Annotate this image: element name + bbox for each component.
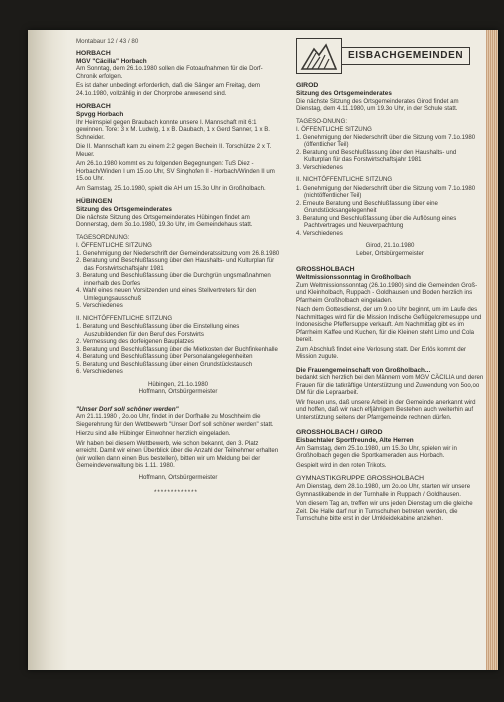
agenda-item: 2. Erneute Beratung und Beschlußfassung über eine Grundstücksangelegenheit	[296, 199, 438, 215]
separator-stars: *************	[154, 489, 198, 497]
agenda-item: 1. Genehmigung der Niederschrift der Gemeinderatssitzung vom 26.8.1980	[76, 249, 280, 257]
page-stack-edge	[486, 30, 498, 670]
agenda-title: TAGESO-DNUNG:	[296, 117, 348, 125]
agenda-item: 1. Genehmigung der Niederschrift über die Sitzung vom 7.1o.1980 (öffentlicher Teil)	[296, 133, 476, 149]
paragraph: Am Samstag, 25.1o.1980, spielt die AH um 15.3o Uhr in Großholbach.	[76, 184, 266, 192]
agenda-item: 3. Beratung und Beschlußfassung über die Mietkosten der Buchfinkenhalle	[76, 345, 278, 353]
book-spine-shadow	[28, 30, 68, 670]
village-heading: GYMNASTIKGRUPPE GROSSHOLBACH	[296, 475, 425, 483]
article-schoener-dorf	[76, 406, 280, 497]
village-heading: GIROD	[296, 82, 319, 89]
mountain-logo-icon	[296, 38, 342, 74]
article-alte-herren	[296, 429, 484, 469]
newspaper-page	[76, 38, 486, 662]
agenda-closed-title: II. NICHTÖFFENTLICHE SITZUNG	[296, 176, 393, 184]
agenda-item: 4. Wahl eines neuen Vorsitzenden und eines Stellvertreters für den Umlegungsausschuß	[76, 287, 257, 302]
agenda-item: 4. Beratung und Beschlußfassung über Personalangelegenheiten	[76, 353, 253, 361]
article-title: Weltmissionssonntag in Großholbach	[296, 274, 411, 282]
agenda-public-title: I. ÖFFENTLICHE SITZUNG	[76, 242, 152, 250]
article-title: MGV "Cäcilia" Horbach	[76, 57, 147, 65]
agenda-item: 3. Beratung und Beschlußfassung über die Durchgrün ungsmaßnahmen innerhalb des Dorfes	[76, 272, 271, 287]
article-horbach-mgv	[76, 50, 280, 98]
paragraph: Zum Abschluß findet eine Verlosung statt. Der Erlös kommt der Mission zugute.	[296, 345, 467, 361]
village-heading: GROSSHOLBACH / GIROD	[296, 429, 383, 437]
paragraph: Nach dem Gottesdienst, der um 9.oo Uhr beginnt, um im Laufe des Nachmittages wird für die Mission Indische Geflügelcremesuppe und Indonesische Pfeffersuppe verkauft. Am Nachmittag gibt es im Pfarrheim Kaffee und Kuchen, für die Kleinen steht Limo und Cola bereit.	[296, 306, 482, 344]
article-title: Die Frauengemeinschaft von Großholbach...	[296, 366, 431, 374]
paragraph: Die II. Mannschaft kam zu einem 2:2 gegen Bechein II. Torschütze 2 x T. Meuer.	[76, 143, 272, 158]
article-horbach-spvgg	[76, 103, 280, 192]
article-title: Eisbachtaler Sportfreunde, Alte Herren	[296, 437, 414, 445]
paragraph: Von diesem Tag an, treffen wir uns jeden Dienstag um die gleiche Zeit. Die Halle darf nur in Turnschuhen betreten werden, die Turnschuhe bitte erst in der Umkleidekabine anziehen.	[296, 500, 473, 523]
paragraph: Zum Weltmissionssonntag (26.1o.1980) sind die Gemeinden Groß- und Kleinholbach, Ruppach - Goldhausen und Boden herzlich ins Pfarrheim Großholbach eingeladen.	[296, 281, 478, 304]
article-title: Spvgg Horbach	[76, 111, 124, 119]
article-girod-council	[296, 82, 484, 257]
paragraph: Am 26.1o.1980 kommt es zu folgenden Begegnungen: TuS Diez - Horbach/Winden I um 15.oo Uhr, SV Singhofen II - Horbach/Winden II um 15.oo Uhr.	[76, 160, 275, 183]
page-header: Montabaur 12 / 43 / 80	[76, 38, 139, 45]
article-huebingen-council	[76, 198, 280, 396]
agenda-item: 2. Beratung und Beschlußfassung über den Haushalts- und Kulturplan für das Forstwirtschaftsjahr 1981	[296, 148, 457, 164]
article-title: Sitzung des Ortsgemeinderates	[296, 90, 392, 97]
signature-name: Hoffmann, Ortsbürgermeister	[138, 473, 218, 481]
village-heading: HORBACH	[76, 49, 111, 57]
paragraph: Wir freuen uns, daß unsere Arbeit in der Gemeinde anerkannt wird und hoffen, daß wir nach elfjährigem Bestehen auch weiterhin auf Unterstützung seitens der Pfarrgemeinde rechnen dürfen.	[296, 398, 476, 421]
paragraph: Am Samstag, dem 25.1o.1980, um 15.3o Uhr, spielen wir in Großholbach gegen die Sportkameraden aus Horbach.	[296, 444, 457, 460]
paragraph: Es ist daher unbedingt erforderlich, daß die Sänger am Freitag, dem 24.1o.1980, vollzählig in der Chorprobe anwesend sind.	[76, 82, 260, 97]
signature-place-date: Hübingen, 21.1o.1980	[148, 380, 208, 388]
article-gymnastikgruppe	[296, 475, 484, 523]
paragraph: Am Sonntag, dem 26.1o.1980 sollen die Fotoaufnahmen für die Dorf-Chronik erfolgen.	[76, 65, 263, 80]
masthead	[296, 38, 484, 74]
agenda-title: TAGESORDNUNG:	[76, 233, 130, 241]
article-frauengemeinschaft	[296, 367, 484, 422]
agenda-public-title: I. ÖFFENTLICHE SITZUNG	[296, 126, 372, 134]
paragraph: Die nächste Sitzung des Ortsgemeinderates Girod findet am Dienstag, dem 4.11.1980, um 19.3o Uhr, in der Schule statt.	[296, 97, 459, 113]
masthead-title: EISBACHGEMEINDEN	[342, 47, 470, 65]
village-heading: HORBACH	[76, 103, 111, 111]
article-title: "Unser Dorf soll schöner werden"	[76, 405, 179, 413]
signature-place-date: Girod, 21.1o.1980	[365, 242, 415, 250]
agenda-item: 2. Vermessung des dorfeigenen Bauplatzes	[76, 338, 194, 346]
agenda-item: 5. Verschiedenes	[76, 302, 123, 310]
left-column	[76, 38, 280, 503]
paragraph: Wir haben bei diesem Wettbewerb, wie schon bekannt, den 3. Platz erreicht. Damit wir einen Überblick über die Anzahl der Teilnehmer erhalten (wir wollen dann einen Bus bestellen), bitten wir um Meldung bei der Gemeindeverwaltung bis 1.11. 1980.	[76, 439, 279, 470]
paragraph: bedankt sich herzlich bei den Männern vom MGV CÄCILIA und deren Frauen für die tatkräftige Unterstützung und Zuwendung von 5oo,oo DM für die Lepraarbeit.	[296, 374, 484, 397]
paragraph: Gespielt wird in den roten Trikots.	[296, 461, 387, 469]
paragraph: Hierzu sind alle Hübinger Einwohner herzlich eingeladen.	[76, 430, 231, 438]
paragraph: Die nächste Sitzung des Ortsgemeinderates Hübingen findet am Donnerstag, dem 3o.1o.1980, 19.3o Uhr, im Gemeindehaus statt.	[76, 213, 253, 229]
article-title: Sitzung des Ortsgemeinderates	[76, 206, 172, 214]
agenda-item: 1. Genehmigung der Niederschrift über die Sitzung vom 7.1o.1980 (nichtöffentlicher Teil)	[296, 184, 476, 200]
agenda-item: 3. Verschiedenes	[296, 163, 343, 171]
paragraph: Am 21.11.1980 , 2o.oo Uhr, findet in der Dorfhalle zu Moschheim die Siegerehrung für den Wettbewerb "Unser Dorf soll schöner werden" statt.	[76, 413, 274, 428]
agenda-item: 1. Beratung und Beschlußfassung über die Einstellung eines Auszubildenden für den Beruf des Forstwirts	[76, 323, 240, 338]
article-grossholbach-mission	[296, 266, 484, 361]
agenda-closed-title: II. NICHTÖFFENTLICHE SITZUNG	[76, 314, 173, 322]
agenda-item: 3. Beratung und Beschlußfassung über die Auflösung eines Pachtvertrages und Neuverpachtung	[296, 214, 457, 230]
signature-name: Leber, Ortsbürgermeister	[356, 249, 424, 257]
agenda-item: 2. Beratung und Beschlußfassung über den Haushalts- und Kulturplan für das Forstwirtschaftsjahr 1981	[76, 257, 275, 272]
paragraph: Am Dienstag, dem 28.1o.1980, um 2o.oo Uhr, starten wir unsere Gymnastikabende in der Turnhalle in Ruppach / Goldhausen.	[296, 483, 471, 498]
agenda-item: 4. Verschiedenes	[296, 229, 343, 237]
paragraph: Ihr Heimspiel gegen Braubach konnte unsere I. Mannschaft mit 6:1 gewinnen. Tore: 3 x M. Ludwig, 1 x B. Daubach, 1 x Gerd Sanner, 1 x B. Schneider.	[76, 118, 270, 141]
village-heading: GROSSHOLBACH	[296, 266, 355, 274]
village-heading: HÜBINGEN	[76, 198, 113, 206]
agenda-item: 6. Verschiedenes	[76, 368, 123, 376]
right-column	[296, 38, 484, 529]
signature-name: Hoffmann, Ortsbürgermeister	[138, 388, 218, 396]
agenda-item: 5. Beratung und Beschlußfassung über einen Grundstückstausch	[76, 360, 253, 368]
